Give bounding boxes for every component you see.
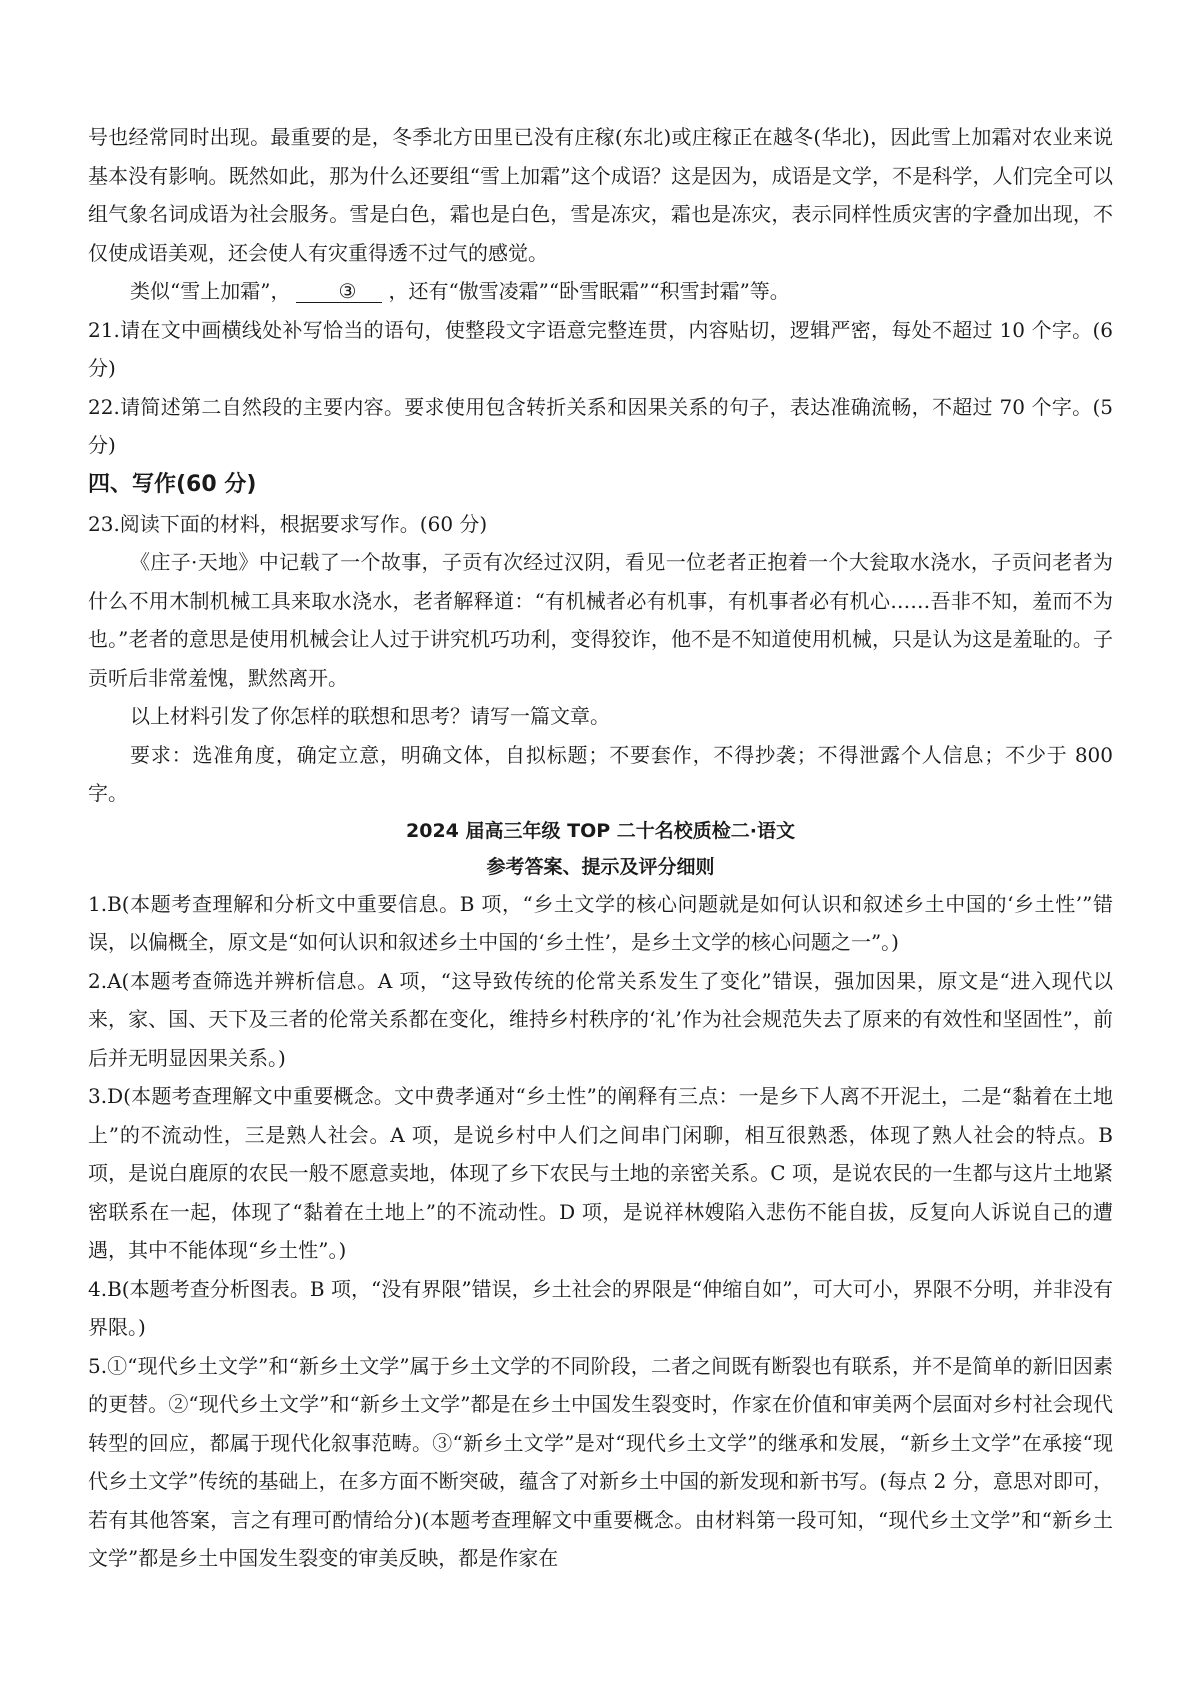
blank-line-prefix: 类似“雪上加霜”， (130, 279, 291, 303)
document-page (88, 118, 1113, 1578)
writing-section-heading: 四、写作(60 分) (88, 471, 257, 497)
writing-requirements: 要求：选准角度，确定立意，明确文体，自拟标题；不要套作，不得抄袭；不得泄露个人信息；不少于 800 字。 (88, 742, 1113, 805)
question-23: 23.阅读下面的材料，根据要求写作。(60 分) (88, 511, 488, 536)
answer-4: 4.B(本题考查分析图表。B 项，“没有界限”错误，乡土社会的界限是“伸缩自如”，可大可小，界限不分明，并非没有界限。) (88, 1276, 1113, 1339)
question-22: 22.请简述第二自然段的主要内容。要求使用包含转折关系和因果关系的句子，表达准确流畅，不超过 70 个字。(5 分) (88, 394, 1113, 457)
answer-key-subtitle: 参考答案、提示及评分细则 (486, 855, 715, 878)
answer-key-title: 2024 届高三年级 TOP 二十名校质检二·语文 (406, 819, 795, 842)
answer-1: 1.B(本题考查理解和分析文中重要信息。B 项，“乡土文学的核心问题就是如何认识和叙述乡土中国的‘乡土性’”错误，以偏概全，原文是“如何认识和叙述乡土中国的‘乡土性’，是乡土文学的核心问题之一”。) (88, 891, 1113, 954)
passage-paragraph: 号也经常同时出现。最重要的是，冬季北方田里已没有庄稼(东北)或庄稼正在越冬(华北)，因此雪上加霜对农业来说基本没有影响。既然如此，那为什么还要组“雪上加霜”这个成语？这是因为，成语是文学，不是科学，人们完全可以组气象名词成语为社会服务。雪是白色，霜也是白色，雪是冻灾，霜也是冻灾，表示同样性质灾害的字叠加出现，不仅使成语美观，还会使人有灾重得透不过气的感觉。 (88, 125, 1113, 265)
fill-in-blank-3: ③ (296, 280, 382, 303)
question-21: 21.请在文中画横线处补写恰当的语句，使整段文字语意完整连贯，内容贴切，逻辑严密，每处不超过 10 个字。(6 分) (88, 317, 1113, 380)
answer-2: 2.A(本题考查筛选并辨析信息。A 项，“这导致传统的伦常关系发生了变化”错误，强加因果，原文是“进入现代以来，家、国、天下及三者的伦常关系都在变化，维持乡村秩序的‘礼’作为社会规范失去了原来的有效性和坚固性”，前后并无明显因果关系。) (88, 968, 1113, 1070)
blank-line-suffix: ，还有“傲雪凌霜”“卧雪眠霜”“积雪封霜”等。 (388, 279, 790, 303)
answer-3: 3.D(本题考查理解文中重要概念。文中费孝通对“乡土性”的阐释有三点：一是乡下人离不开泥土，二是“黏着在土地上”的不流动性，三是熟人社会。A 项，是说乡村中人们之间串门闲聊，相互很熟悉，体现了熟人社会的特点。B 项，是说白鹿原的农民一般不愿意卖地，体现了乡下农民与土地的亲密关系。C 项，是说农民的一生都与这片土地紧密联系在一起，体现了“黏着在土地上”的不流动性。D 项，是说祥林嫂陷入悲伤不能自拔，反复向人诉说自己的遭遇，其中不能体现“乡土性”。) (88, 1084, 1113, 1262)
writing-prompt: 以上材料引发了你怎样的联想和思考？请写一篇文章。 (130, 704, 610, 728)
writing-material: 《庄子·天地》中记载了一个故事，子贡有次经过汉阴，看见一位老者正抱着一个大瓮取水浇水，子贡问老者为什么不用木制机械工具来取水浇水，老者解释道：“有机械者必有机事，有机事者必有机心……吾非不知，羞而不为也。”老者的意思是使用机械会让人过于讲究机巧功利，变得狡诈，他不是不知道使用机械，只是认为这是羞耻的。子贡听后非常羞愧，默然离开。 (88, 550, 1113, 690)
answer-5: 5.①“现代乡土文学”和“新乡土文学”属于乡土文学的不同阶段，二者之间既有断裂也有联系，并不是简单的新旧因素的更替。②“现代乡土文学”和“新乡土文学”都是在乡土中国发生裂变时，作家在价值和审美两个层面对乡村社会现代转型的回应，都属于现代化叙事范畴。③“新乡土文学”是对“现代乡土文学”的继承和发展，“新乡土文学”在承接“现代乡土文学”传统的基础上，在多方面不断突破，蕴含了对新乡土中国的新发现和新书写。(每点 2 分，意思对即可，若有其他答案，言之有理可酌情给分)(本题考查理解文中重要概念。由材料第一段可知，“现代乡土文学”和“新乡土文学”都是乡土中国发生裂变的审美反映，都是作家在 (88, 1353, 1113, 1570)
passage-blank-line (88, 272, 1113, 311)
